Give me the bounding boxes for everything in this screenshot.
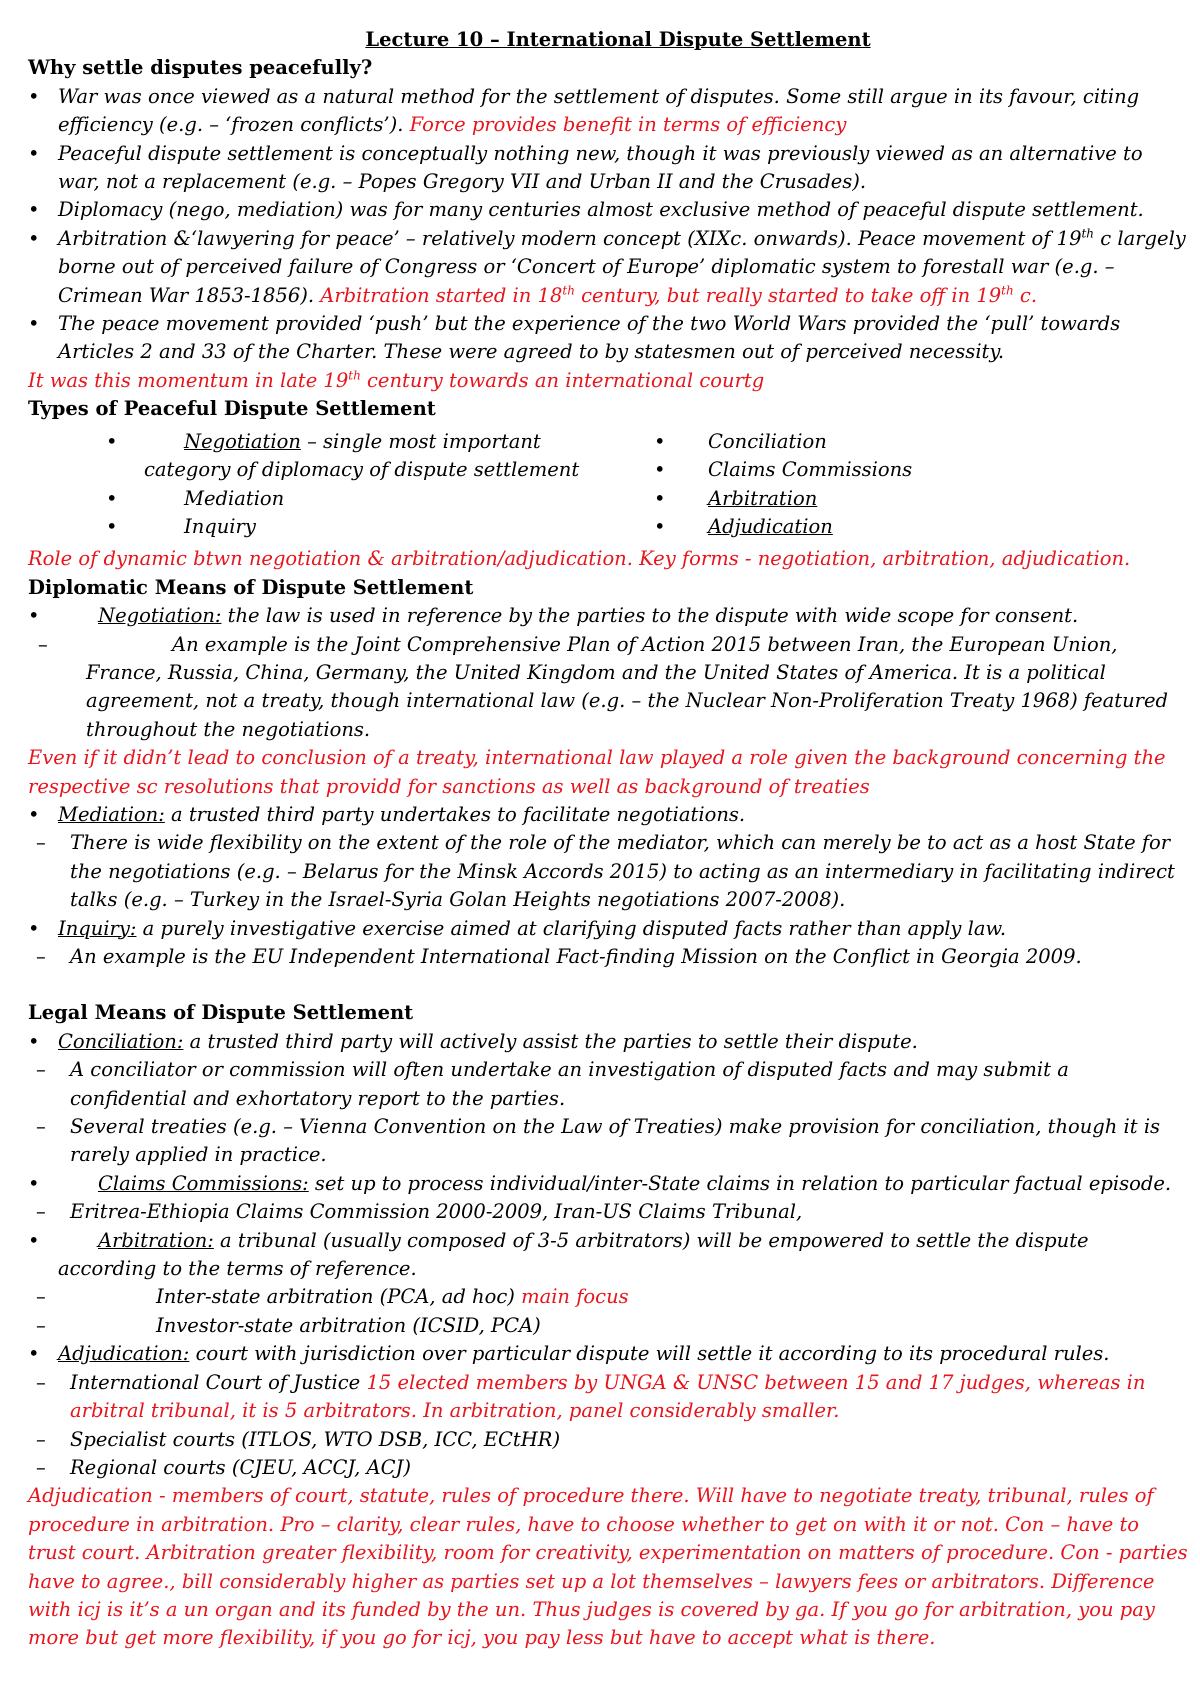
list-item: • War was once viewed as a natural method for the settlement of disputes. Some still argue in its favour, citing efficiency (e.g. – ‘frozen conflicts’). Force provides benefit in terms of efficiency [28, 83, 1188, 140]
list-item: • Conciliation [664, 428, 912, 456]
types-columns [28, 428, 1188, 542]
section-heading-why: Why settle disputes peacefully? [28, 56, 373, 80]
list-item: – Eritrea-Ethiopia Claims Commission 2000-2009, Iran-US Claims Tribunal, [28, 1198, 1188, 1226]
document-page [28, 26, 1188, 1653]
section-heading-legal: Legal Means of Dispute Settlement [28, 1001, 414, 1025]
list-item: • Adjudication [664, 513, 912, 541]
list-item: • Arbitration: a tribunal (usually composed of 3-5 arbitrators) will be empowered to settle the dispute according to the terms of reference. [28, 1227, 1188, 1284]
list-item: • Adjudication: court with jurisdiction over particular dispute will settle it according to its procedural rules. [28, 1340, 1188, 1368]
list-item: • Negotiation – single most important category of diplomacy of dispute settlement [106, 428, 628, 485]
red-note: Adjudication - members of court, statute, rules of procedure there. Will have to negotiate treaty, tribunal, rules of procedure in arbitration. Pro – clarity, clear rules, have to choose whether to get on with it or not. Con – have to trust court. Arbitration greater flexibility, room for creativity, experimentation on matters of procedure. Con - parties have to agree., bill considerably higher as parties set up a lot themselves – lawyers fees or arbitrators. Difference with icj is it’s a un organ and its funded by the un. Thus judges is covered by ga. If you go for arbitration, you pay more but get more flexibility, if you go for icj, you pay less but have to accept what is there. [28, 1484, 1188, 1650]
red-note: It was this momentum in late 19th century towards an international courtg [28, 368, 765, 392]
list-item: – Specialist courts (ITLOS, WTO DSB, ICC, ECtHR) [28, 1426, 1188, 1454]
list-item: – There is wide flexibility on the extent of the role of the mediator, which can merely be to act as a host State for the negotiations (e.g. – Belarus for the Minsk Accords 2015) to acting as an intermediary in facilitating indirect talks (e.g. – Turkey in the Israel-Syria Golan Heights negotiations 2007-2008). [28, 829, 1188, 914]
section-heading-diplomatic: Diplomatic Means of Dispute Settlement [28, 575, 474, 599]
list-item: – An example is the EU Independent International Fact-finding Mission on the Conflict in Georgia 2009. [28, 943, 1188, 971]
list-item: • Diplomacy (nego, mediation) was for many centuries almost exclusive method of peaceful dispute settlement. [28, 196, 1188, 224]
list-item: – Several treaties (e.g. – Vienna Convention on the Law of Treaties) make provision for conciliation, though it is rarely applied in practice. [28, 1113, 1188, 1170]
list-item: – International Court of Justice 15 elected members by UNGA & UNSC between 15 and 17 judges, whereas in arbitral tribunal, it is 5 arbitrators. In arbitration, panel considerably smaller. [28, 1369, 1188, 1426]
types-right-column [628, 428, 912, 542]
section-heading-types: Types of Peaceful Dispute Settlement [28, 397, 436, 421]
list-item: – An example is the Joint Comprehensive Plan of Action 2015 between Iran, the European Union, France, Russia, China, Germany, the United Kingdom and the United States of America. It is a political agreement, not a treaty, though international law (e.g. – the Nuclear Non-Proliferation Treaty 1968) featured throughout the negotiations. [28, 631, 1188, 745]
list-item: • Inquiry: a purely investigative exercise aimed at clarifying disputed facts rather than apply law. [28, 915, 1188, 943]
list-item: • Claims Commissions [664, 456, 912, 484]
red-note: Role of dynamic btwn negotiation & arbitration/adjudication. Key forms - negotiation, arbitration, adjudication. [28, 547, 1131, 571]
list-item: – Inter-state arbitration (PCA, ad hoc) main focus [28, 1283, 1188, 1311]
list-item: • The peace movement provided ‘push’ but the experience of the two World Wars provided the ‘pull’ towards Articles 2 and 33 of the Charter. These were agreed to by statesmen out of perceived necessity. [28, 310, 1188, 367]
list-item: • Claims Commissions: set up to process individual/inter-State claims in relation to particular factual episode. [28, 1170, 1188, 1198]
list-item: • Mediation: a trusted third party undertakes to facilitate negotiations. [28, 801, 1188, 829]
list-item: • Negotiation: the law is used in reference by the parties to the dispute with wide scope for consent. [28, 602, 1188, 630]
list-item: • Peaceful dispute settlement is conceptually nothing new, though it was previously viewed as an alternative to war, not a replacement (e.g. – Popes Gregory VII and Urban II and the Crusades). [28, 140, 1188, 197]
list-item: • Mediation [106, 485, 628, 513]
list-item: – Investor-state arbitration (ICSID, PCA) [28, 1312, 1188, 1340]
types-left-column [28, 428, 628, 542]
red-note: Even if it didn’t lead to conclusion of a treaty, international law played a role given the background concerning the respective sc resolutions that providd for sanctions as well as background of treaties [28, 746, 1166, 798]
list-item: • Arbitration &‘lawyering for peace’ – relatively modern concept (XIXc. onwards). Peace movement of 19th c largely borne out of perceived failure of Congress or ‘Concert of Europe’ diplomatic system to forestall war (e.g. – Crimean War 1853-1856). Arbitration started in 18th century, but really started to take off in 19th c. [28, 225, 1188, 310]
page-title: Lecture 10 – International Dispute Settlement [365, 28, 871, 51]
list-item: – A conciliator or commission will often undertake an investigation of disputed facts and may submit a confidential and exhortatory report to the parties. [28, 1056, 1188, 1113]
list-item: • Arbitration [664, 485, 912, 513]
list-item: – Regional courts (CJEU, ACCJ, ACJ) [28, 1454, 1188, 1482]
list-item: • Inquiry [106, 513, 628, 541]
list-item: • Conciliation: a trusted third party will actively assist the parties to settle their dispute. [28, 1028, 1188, 1056]
